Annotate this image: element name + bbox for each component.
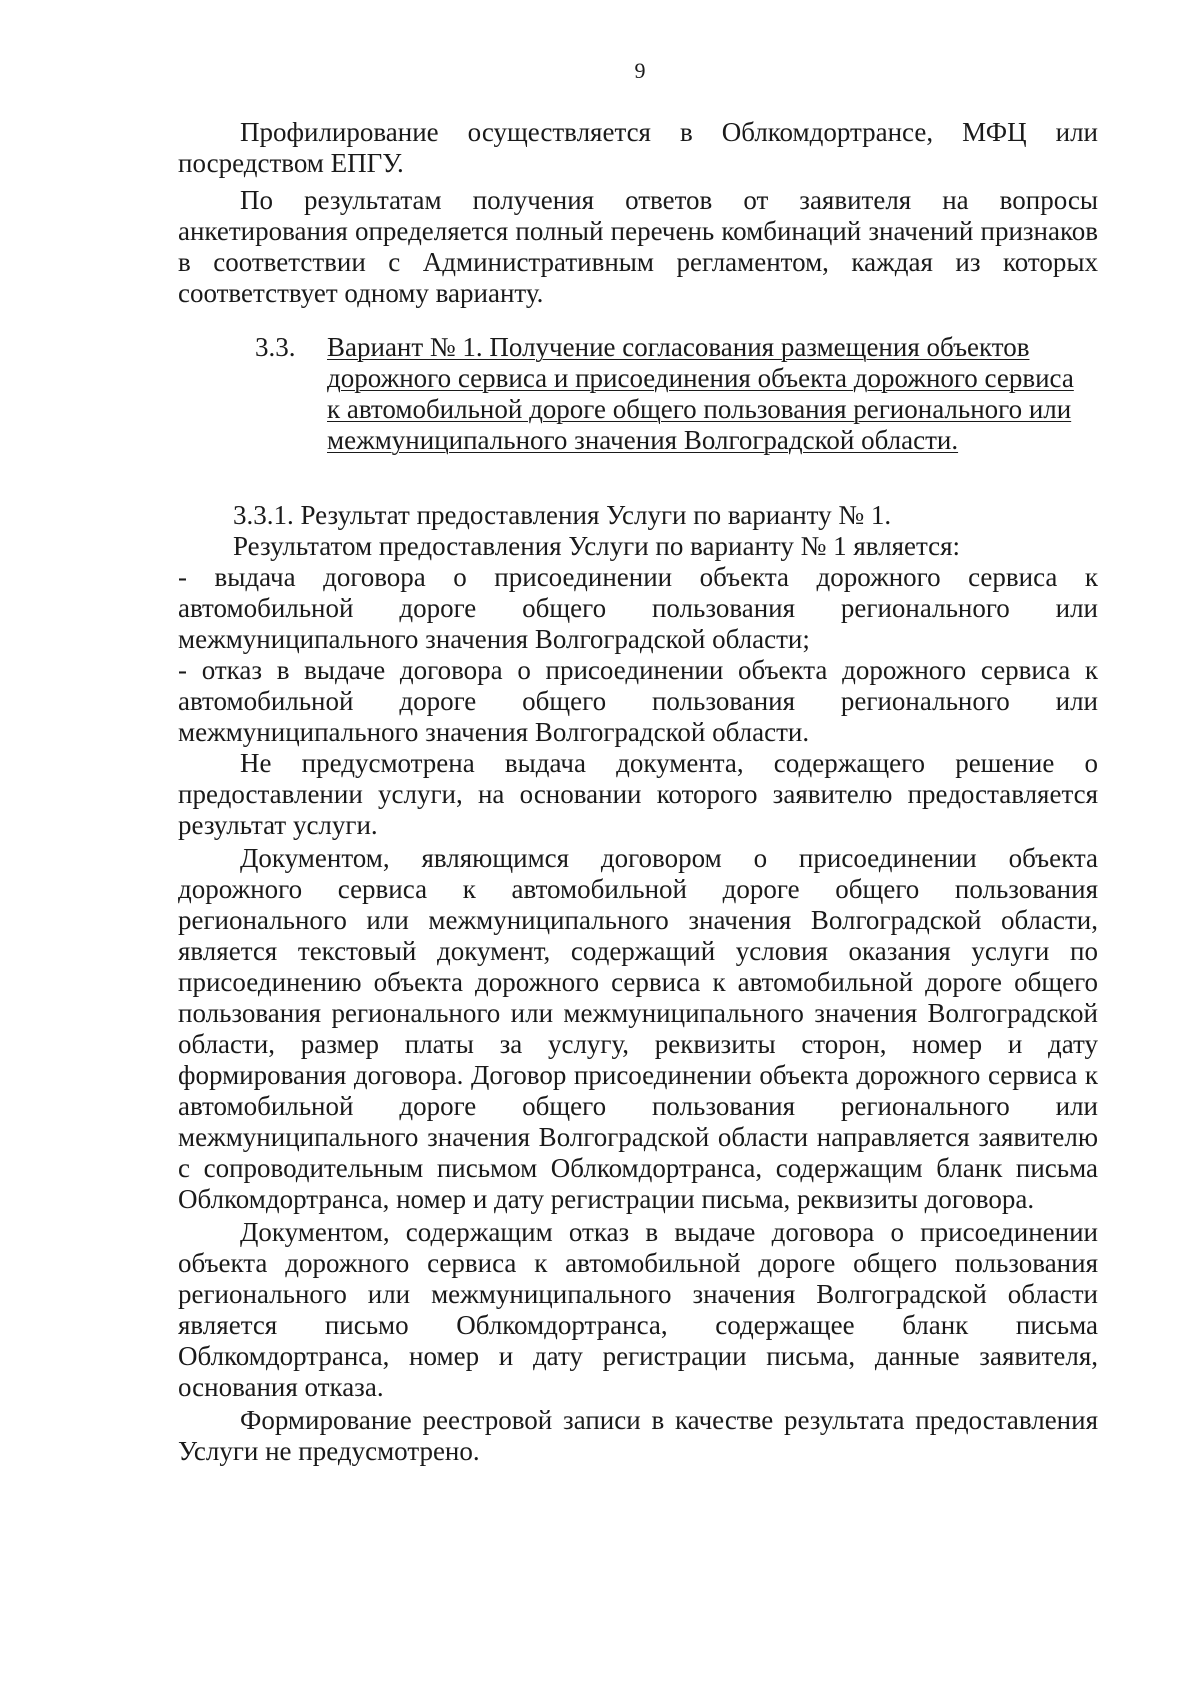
page-number: 9: [634, 58, 646, 83]
intro-paragraph-profiling: Профилирование осуществляется в Облкомдортрансе, МФЦ или посредством ЕПГУ.: [178, 117, 1098, 178]
paragraph-refusal-document: Документом, содержащим отказ в выдаче договора о присоединении объекта дорожного сервиса к автомобильной дороге общего пользования регионального или межмуниципального значения Волгоградской области является письмо Облкомдортранса, содержащее бланк письма Облкомдортранса, номер и дату регистрации письма, данные заявителя, основания отказа.: [178, 1217, 1098, 1402]
body-block: [178, 500, 1098, 1467]
intro-paragraph-survey: По результатам получения ответов от заявителя на вопросы анкетирования определяется полный перечень комбинаций значений признаков в соответствии с Административным регламентом, каждая из которых соответствует одному варианту.: [178, 185, 1098, 308]
paragraph-no-decision-document: Не предусмотрена выдача документа, содержащего решение о предоставлении услуги, на основании которого заявителю предоставляется результат услуги.: [178, 748, 1098, 840]
result-item-issue: - выдача договора о присоединении объекта дорожного сервиса к автомобильной дороге общего пользования регионального или межмуниципального значения Волгоградской области;: [178, 562, 1098, 654]
paragraph-contract-document: Документом, являющимся договором о присоединении объекта дорожного сервиса к автомобильной дороге общего пользования регионального или межмуниципального значения Волгоградской области, является текстовый документ, содержащий условия оказания услуги по присоединению объекта дорожного сервиса к автомобильной дороге общего пользования регионального или межмуниципального значения Волгоградской области, размер платы за услугу, реквизиты сторон, номер и дату формирования договора. Договор присоединении объекта дорожного сервиса к автомобильной дороге общего пользования регионального или межмуниципального значения Волгоградской области направляется заявителю с сопроводительным письмом Облкомдортранса, содержащим бланк письма Облкомдортранса, номер и дату регистрации письма, реквизиты договора.: [178, 843, 1098, 1214]
paragraph-registry-entry: Формирование реестровой записи в качестве результата предоставления Услуги не предусмотрено.: [178, 1405, 1098, 1466]
intro-block: [178, 117, 1098, 309]
result-intro: Результатом предоставления Услуги по варианту № 1 является:: [233, 531, 961, 561]
result-item-refusal: - отказ в выдаче договора о присоединении объекта дорожного сервиса к автомобильной дороге общего пользования регионального или межмуниципального значения Волгоградской области.: [178, 655, 1098, 747]
section-title: Вариант № 1. Получение согласования размещения объектов дорожного сервиса и присоединения объекта дорожного сервиса к автомобильной дороге общего пользования регионального или межмуниципального значения Волгоградской области.: [327, 332, 1074, 455]
subsection-heading: 3.3.1. Результат предоставления Услуги по варианту № 1.: [233, 500, 892, 530]
section-number: 3.3.: [255, 332, 296, 362]
